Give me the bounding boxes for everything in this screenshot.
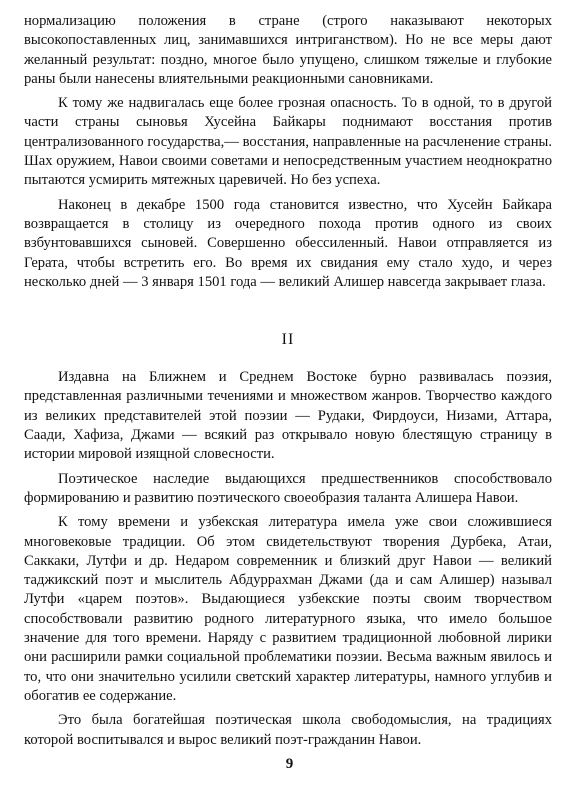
document-page [24,12,552,788]
page-number: 9 [285,756,294,772]
section-heading: II [281,331,295,349]
paragraph-top-3: Наконец в декабре 1500 года становится известно, что Хусейн Байкара возвращается в столицу из очередного похода против одного из своих взбунтовавшихся сыновей. Совершенно обессиленный. Навои отправляется из Герата, чтобы встретить его. Во время их свидания ему стало худо, и через несколько дней — 3 января 1501 года — великий Алишер навсегда закрывает глаза. [24,196,552,290]
paragraph-bottom-3: К тому времени и узбекская литература имела уже свои сложившиеся многовековые традиции. Об этом свидетельствуют творения Дурбека, Атаи, Саккаки, Лутфи и др. Недаром современник и близкий друг Навои — великий таджикский поэт и мыслитель Абдуррахман Джами (да и сам Алишер) называл Лутфи «царем поэтов». Выдающиеся узбекские поэты своим творчеством способствовали развитию родного литературного языка, что имело большое значение для того времени. Наряду с развитием традиционной любовной лирики они расширили рамки социальной проблематики поэзии. Весьма важным явилось и то, что они значительно усилили светский характер литературы, намного углубив и обогатив ее содержание. [24,514,552,704]
paragraph-top-2: К тому же надвигалась еще более грозная опасность. То в одной, то в другой части страны сыновья Хусейна Байкары поднимают восстания против централизованного государства,— восстания, направленные на расчленение страны. Шах оружием, Навои своими советами и непосредственным участием неоднократно пытаются усмирить мятежных царевичей. Но без успеха. [24,95,552,189]
paragraph-bottom-2: Поэтическое наследие выдающихся предшественников способствовало формированию и развитию поэтического своеобразия таланта Алишера Навои. [24,470,552,506]
paragraph-top-1: нормализацию положения в стране (строго наказывают некоторых высокопоставленных лиц, занимавшихся интриганством). Но не все меры дают желанный результат: поздно, многое было упущено, слишком тяжелые и глубокие раны были нанесены влиятельными реакционными сановниками. [24,13,552,87]
paragraph-bottom-4: Это была богатейшая поэтическая школа свободомыслия, на традициях которой воспитывался и вырос великий поэт-гражданин Навои. [24,712,552,748]
paragraph-bottom-1: Издавна на Ближнем и Среднем Востоке бурно развивалась поэзия, представленная различными течениями и множеством жанров. Творчество каждого из великих представителей этой поэзии — Рудаки, Фирдоуси, Низами, Аттара, Саади, Хафиза, Джами — всякий раз открывало новую блестящую страницу в истории мировой изящной словесности. [24,369,552,463]
